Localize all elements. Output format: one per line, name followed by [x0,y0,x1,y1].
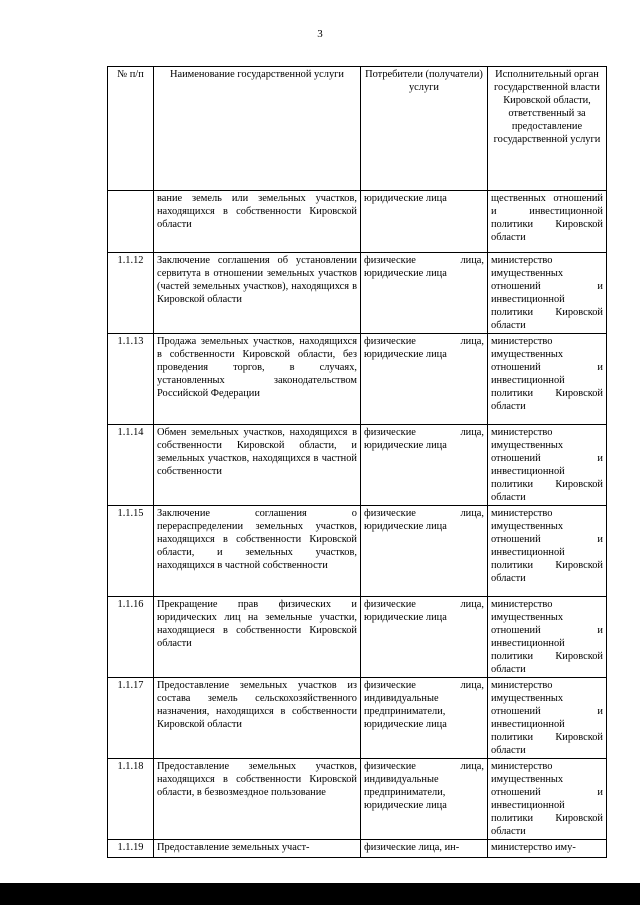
row-service-name: Заключение соглашения об установлении сервитута в отношении земельных участков (частей земельных участков), находящихся в Кировской области [154,253,361,334]
row-service-name: Предоставление земельных участков из состава земель сельскохозяйственного назначения, находящихся в собственности Кировской области [154,678,361,759]
row-number: 1.1.13 [108,334,154,425]
table-row [108,506,607,597]
row-service-name: Продажа земельных участков, находящихся в собственности Кировской области, без проведения торгов, в случаях, установленных законодательством Российской Федерации [154,334,361,425]
table-row [108,597,607,678]
services-table [107,66,607,858]
row-executive-body: министерство иму- [488,840,607,858]
table-row [108,334,607,425]
row-consumers: физические лица, ин- [361,840,488,858]
scan-bottom-edge [0,883,640,905]
row-executive-body: министерство имущественных отношений и инвестиционной политики Кировской области [488,597,607,678]
page-number: 3 [317,28,323,40]
row-number: 1.1.12 [108,253,154,334]
row-number: 1.1.19 [108,840,154,858]
row-consumers: физические лица, индивидуальные предприниматели, юридические лица [361,759,488,840]
table-row [108,759,607,840]
row-consumers: физические лица, юридические лица [361,597,488,678]
row-consumers: физические лица, юридические лица [361,253,488,334]
row-executive-body: министерство имущественных отношений и инвестиционной политики Кировской области [488,678,607,759]
row-service-name: Обмен земельных участков, находящихся в собственности Кировской области, и земельных участков, находящихся в частной собственности [154,425,361,506]
table-row [108,678,607,759]
row-service-name: вание земель или земельных участков, находящихся в собственности Кировской области [154,191,361,253]
header-number: № п/п [108,67,154,191]
header-service-name: Наименование государственной услуги [154,67,361,191]
row-executive-body: щественных отношений и инвестиционной политики Кировской области [488,191,607,253]
row-executive-body: министерство имущественных отношений и инвестиционной политики Кировской области [488,506,607,597]
row-service-name: Прекращение прав физических и юридических лиц на земельные участки, находящиеся в собственности Кировской области [154,597,361,678]
header-consumers: Потребители (получатели) услуги [361,67,488,191]
row-consumers: юридические лица [361,191,488,253]
table-row [108,840,607,858]
row-service-name: Предоставление земельных участков, находящихся в собственности Кировской области, в безвозмездное пользование [154,759,361,840]
row-number: 1.1.15 [108,506,154,597]
table-row [108,425,607,506]
row-consumers: физические лица, индивидуальные предприниматели, юридические лица [361,678,488,759]
row-number: 1.1.18 [108,759,154,840]
table-row [108,191,607,253]
row-consumers: физические лица, юридические лица [361,506,488,597]
row-consumers: физические лица, юридические лица [361,425,488,506]
table-row [108,253,607,334]
row-number: 1.1.16 [108,597,154,678]
row-executive-body: министерство имущественных отношений и инвестиционной политики Кировской области [488,334,607,425]
row-executive-body: министерство имущественных отношений и инвестиционной политики Кировской области [488,759,607,840]
row-number: 1.1.17 [108,678,154,759]
row-consumers: физические лица, юридические лица [361,334,488,425]
row-executive-body: министерство имущественных отношений и инвестиционной политики Кировской области [488,253,607,334]
row-executive-body: министерство имущественных отношений и инвестиционной политики Кировской области [488,425,607,506]
row-number [108,191,154,253]
table-header-row [108,67,607,191]
row-service-name: Заключение соглашения о перераспределении земельных участков, находящихся в собственности Кировской области, и земельных участков, находящихся в частной собственности [154,506,361,597]
header-executive-body: Исполнительный орган государственной власти Кировской области, ответственный за предоставление государственной услуги [488,67,607,191]
row-service-name: Предоставление земельных участ- [154,840,361,858]
row-number: 1.1.14 [108,425,154,506]
